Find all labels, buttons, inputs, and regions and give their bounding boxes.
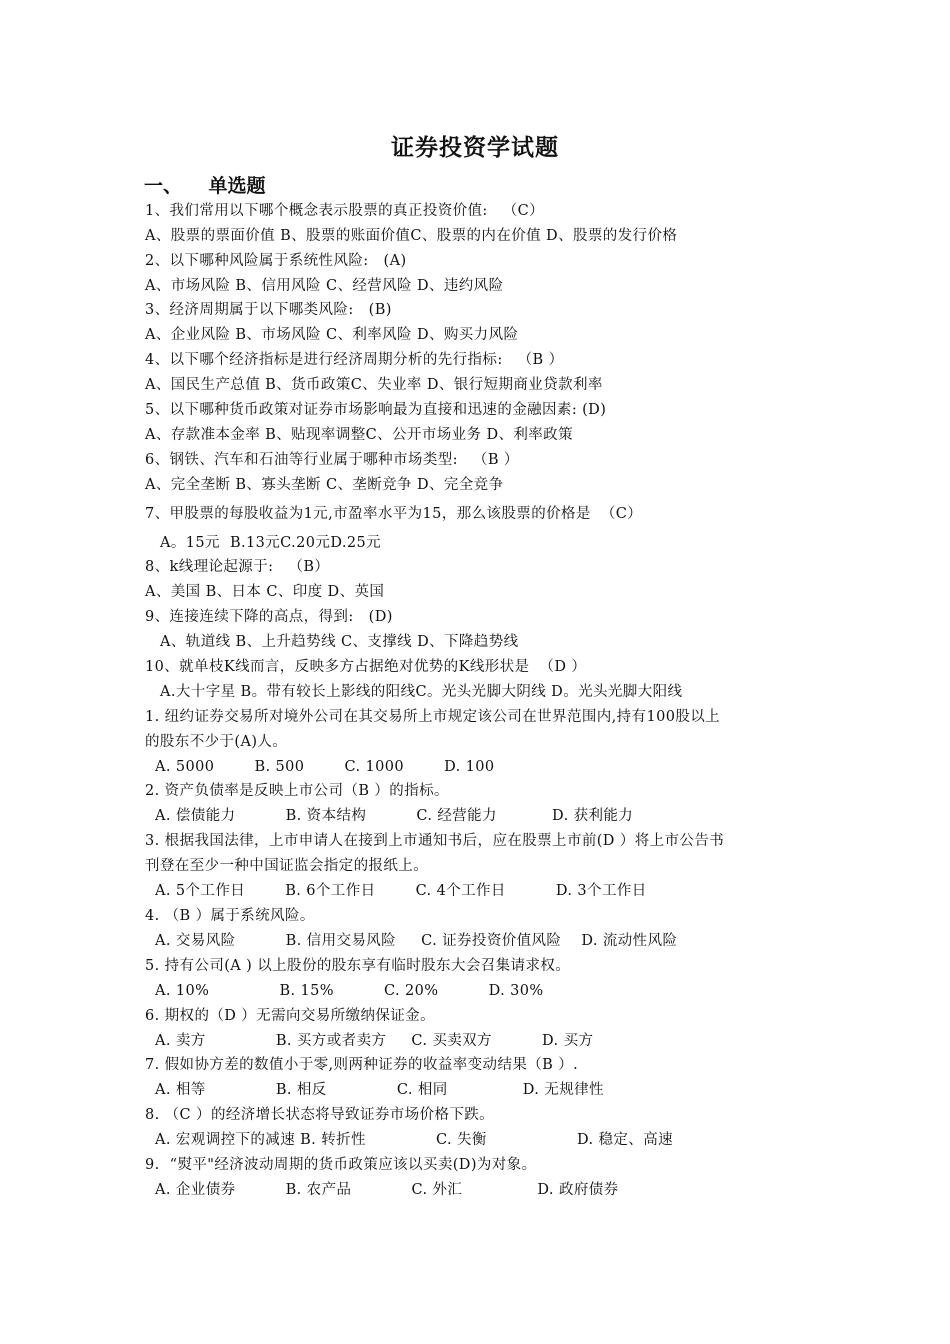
- question-line: 6. 期权的（D ）无需向交易所缴纳保证金。: [145, 1008, 435, 1024]
- options-line: A. 宏观调控下的减速 B. 转折性 C. 失衡 D. 稳定、高速: [145, 1132, 674, 1148]
- options-line: A. 偿债能力 B. 资本结构 C. 经营能力 D. 获利能力: [145, 808, 634, 824]
- question-line: 8. （C ）的经济增长状态将导致证券市场价格下跌。: [145, 1107, 495, 1123]
- options-line: A、市场风险 B、信用风险 C、经营风险 D、违约风险: [145, 278, 504, 294]
- question-line: 3、经济周期属于以下哪类风险: (B): [145, 302, 392, 318]
- question-line: 9、连接连续下降的高点，得到: (D): [145, 609, 393, 625]
- options-line: A. 相等 B. 相反 C. 相同 D. 无规律性: [145, 1082, 604, 1098]
- question-line: 5、以下哪种货币政策对证券市场影响最为直接和迅速的金融因素: (D): [145, 402, 607, 418]
- options-line: A。15元 B.13元C.20元D.25元: [145, 535, 381, 551]
- question-line: 10、就单枝K线而言，反映多方占据绝对优势的K线形状是 （D ）: [145, 659, 587, 675]
- question-line: 1. 纽约证券交易所对境外公司在其交易所上市规定该公司在世界范围内,持有100股以上: [145, 709, 721, 725]
- question-line: 3. 根据我国法律，上市申请人在接到上市通知书后，应在股票上市前(D ）将上市公告书: [145, 833, 725, 849]
- options-line: A.大十字星 B。带有较长上影线的阳线C。光头光脚大阴线 D。光头光脚大阳线: [145, 684, 683, 700]
- question-line: 4、以下哪个经济指标是进行经济周期分析的先行指标: （B ）: [145, 352, 564, 368]
- options-line: A、美国 B、日本 C、印度 D、英国: [145, 584, 385, 600]
- question-line: 5. 持有公司(A ) 以上股份的股东享有临时股东大会召集请求权。: [145, 958, 571, 974]
- options-line: A. 企业债券 B. 农产品 C. 外汇 D. 政府债券: [145, 1182, 619, 1198]
- options-line: A、存款准本金率 B、贴现率调整C、公开市场业务 D、利率政策: [145, 427, 573, 443]
- question-line: 1、我们常用以下哪个概念表示股票的真正投资价值: （C）: [145, 203, 545, 219]
- question-line: 8、k线理论起源于: （B）: [145, 559, 330, 575]
- question-line: 的股东不少于(A)人。: [145, 734, 288, 750]
- options-line: A、企业风险 B、市场风险 C、利率风险 D、购买力风险: [145, 327, 519, 343]
- question-line: 刊登在至少一种中国证监会指定的报纸上。: [145, 858, 429, 874]
- section-heading: 一、 单选题: [144, 175, 266, 197]
- options-line: A. 5个工作日 B. 6个工作日 C. 4个工作日 D. 3个工作日: [145, 883, 647, 899]
- question-line: 6、钢铁、汽车和石油等行业属于哪种市场类型: （B ）: [145, 452, 519, 468]
- question-line: 2、以下哪种风险属于系统性风险: (A): [145, 253, 407, 269]
- question-line: 4. （B ）属于系统风险。: [145, 908, 315, 924]
- document-title: 证券投资学试题: [391, 134, 559, 161]
- question-line: 9. “熨平"经济波动周期的货币政策应该以买卖(D)为对象。: [145, 1157, 537, 1173]
- question-line: 7. 假如协方差的数值小于零,则两种证券的收益率变动结果（B ）.: [145, 1057, 579, 1073]
- options-line: A. 卖方 B. 买方或者卖方 C. 买卖双方 D. 买方: [145, 1033, 594, 1049]
- question-line: 7、甲股票的每股收益为1元,市盈率水平为15，那么该股票的价格是 （C）: [145, 506, 643, 522]
- options-line: A、轨道线 B、上升趋势线 C、支撑线 D、下降趋势线: [145, 634, 519, 650]
- options-line: A、完全垄断 B、寡头垄断 C、垄断竞争 D、完全竞争: [145, 477, 504, 493]
- options-line: A. 交易风险 B. 信用交易风险 C. 证券投资价值风险 D. 流动性风险: [145, 933, 678, 949]
- options-line: A. 10% B. 15% C. 20% D. 30%: [145, 983, 544, 999]
- options-line: A、国民生产总值 B、货币政策C、失业率 D、银行短期商业贷款利率: [145, 377, 603, 393]
- question-line: 2. 资产负债率是反映上市公司（B ）的指标。: [145, 783, 449, 799]
- options-line: A. 5000 B. 500 C. 1000 D. 100: [145, 759, 495, 775]
- options-line: A、股票的票面价值 B、股票的账面价值C、股票的内在价值 D、股票的发行价格: [145, 228, 678, 244]
